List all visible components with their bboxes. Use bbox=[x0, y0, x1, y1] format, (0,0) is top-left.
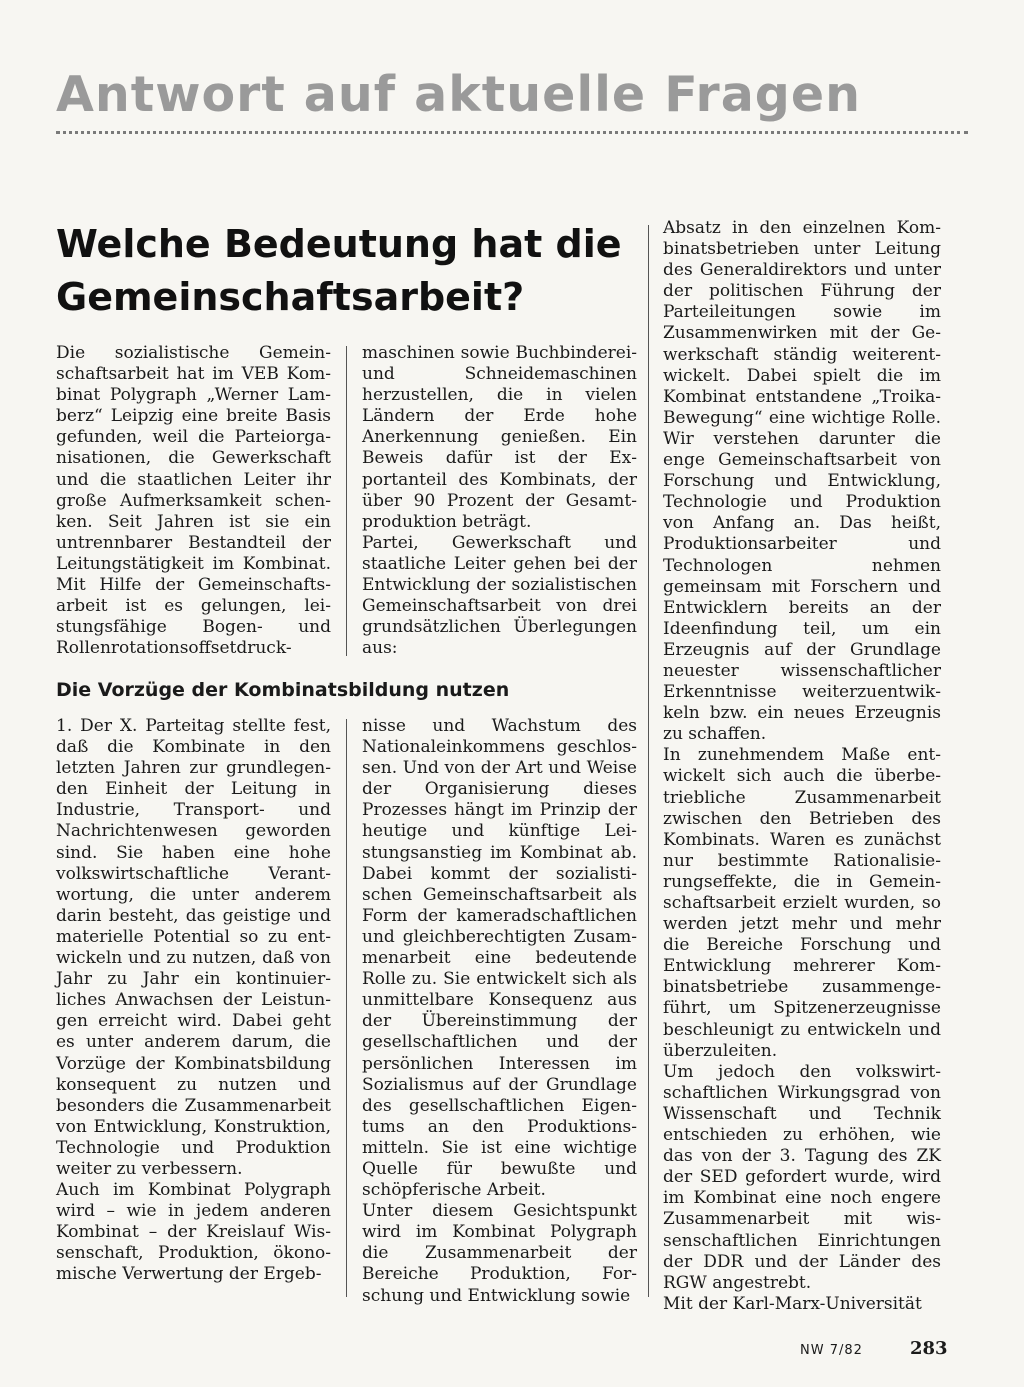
column-divider bbox=[346, 719, 347, 1297]
section-subheading: Die Vorzüge der Kombinatsbildung nutzen bbox=[56, 679, 510, 701]
header-divider bbox=[56, 131, 968, 134]
body-column-2 bbox=[362, 716, 637, 1307]
right-paragraph-2: In zunehmendem Maße entwickelt sich auch die überbetriebliche Zusammenarbeit zwischen den Betrieben des Kombinats. Waren es zunächst nur bestimmte Rationalisierungseffekte, die in Gemeinschaftsarbeit erzielt wurden, so werden jetzt mehr und mehr die Bereiche Forschung und Entwicklung mehrerer Kombinatsbetriebe zusammengeführt, um Spitzenerzeugnisse beschleunigt zu entwickeln und überzuleiten. bbox=[663, 745, 941, 1061]
intro-paragraph-3: Partei, Gewerkschaft und staatliche Leiter gehen bei der Entwicklung der sozialistischen Gemeinschaftsarbeit von drei grundsätzlichen Überlegungen aus: bbox=[362, 532, 637, 659]
page-number: 283 bbox=[910, 1338, 948, 1359]
section-header: Antwort auf aktuelle Fragen bbox=[56, 66, 861, 123]
body-paragraph-3: nisse und Wachstum des Nationaleinkommens geschlossen. Und von der Art und Weise der Organisierung dieses Prozesses hängt im Prinzip der heutige und künftige Leistungsanstieg im Kombinat ab. Dabei kommt der sozialistischen Gemeinschaftsarbeit als Form der kameradschaftlichen und gleichberechtigten Zusammenarbeit eine bedeutende Rolle zu. Sie entwickelt sich als unmittelbare Konsequenz aus der Übereinstimmung der gesellschaftlichen und der persönlichen Interessen im Sozialismus auf der Grundlage des gesellschaftlichen Eigentums an den Produktionsmitteln. Sie ist eine wichtige Quelle für bewußte und schöpferische Arbeit. bbox=[362, 716, 637, 1201]
intro-paragraph-2: maschinen sowie Buchbinderei- und Schneidemaschinen herzustellen, die in vielen Ländern der Erde hohe Anerkennung genießen. Ein Beweis dafür ist der Exportanteil des Kombinats, der über 90 Prozent der Gesamtproduktion beträgt. bbox=[362, 343, 637, 532]
article-headline: Welche Bedeutung hat die Gemeinschaftsarbeit? bbox=[56, 222, 622, 319]
right-paragraph-1: Absatz in den einzelnen Kombinatsbetrieben unter Leitung des Generaldirektors und unter der politischen Führung der Parteileitungen sowie im Zusammenwirken mit der Gewerkschaft ständig weiterentwickelt. Dabei spielt die im Kombinat entstandene „Troika-Bewegung“ eine wichtige Rolle. Wir verstehen darunter die enge Gemeinschaftsarbeit von Forschung und Entwicklung, Technologie und Produktion von Anfang an. Das heißt, Produktionsarbeiter und Technologen nehmen gemeinsam mit Forschern und Entwicklern bereits an der Ideenfindung teil, um ein Erzeugnis auf der Grundlage neuester wissenschaftlicher Erkenntnisse weiterzuentwikkeln bzw. ein neues Erzeugnis zu schaffen. bbox=[663, 218, 941, 745]
intro-column-1 bbox=[56, 343, 331, 659]
body-paragraph-2: Auch im Kombinat Polygraph wird – wie in jedem anderen Kombinat – der Kreislauf Wissenschaft, Produktion, ökonomische Verwertung der Ergeb- bbox=[56, 1180, 331, 1285]
issue-label: NW 7/82 bbox=[800, 1343, 863, 1358]
right-paragraph-4: Mit der Karl-Marx-Universität bbox=[663, 1293, 922, 1314]
body-paragraph-4: Unter diesem Gesichtspunkt wird im Kombinat Polygraph die Zusammenarbeit der Bereiche Produktion, Forschung und Entwicklung sowie bbox=[362, 1201, 637, 1306]
intro-column-2 bbox=[362, 343, 637, 659]
right-paragraph-3: Um jedoch den volkswirtschaftlichen Wirkungsgrad von Wissenschaft und Technik entschieden zu erhöhen, wie das von der 3. Tagung des ZK der SED gefordert wurde, wird im Kombinat eine noch engere Zusammenarbeit mit wissenschaftlichen Einrichtungen der DDR und der Länder des RGW angestrebt. bbox=[663, 1061, 941, 1293]
right-column bbox=[663, 218, 941, 1315]
column-divider bbox=[648, 225, 649, 1297]
body-paragraph-1: 1. Der X. Parteitag stellte fest, daß die Kombinate in den letzten Jahren zur grundlegenden Einheit der Leitung in Industrie, Transport- und Nachrichtenwesen geworden sind. Sie haben eine hohe volkswirtschaftliche Verantwortung, die unter anderem darin besteht, das geistige und materielle Potential so zu entwickeln und zu nutzen, daß von Jahr zu Jahr ein kontinuierliches Anwachsen der Leistungen erreicht wird. Dabei geht es unter anderem darum, die Vorzüge der Kombinatsbildung konsequent zu nutzen und besonders die Zusammenarbeit von Entwicklung, Konstruktion, Technologie und Produktion weiter zu verbessern. bbox=[56, 716, 331, 1179]
body-column-1 bbox=[56, 716, 331, 1286]
column-divider bbox=[346, 346, 347, 656]
intro-paragraph-1: Die sozialistische Gemeinschaftsarbeit hat im VEB Kombinat Polygraph „Werner Lamberz“ Leipzig eine breite Basis gefunden, weil die Parteiorganisationen, die Gewerkschaft und die staatlichen Leiter ihr große Aufmerksamkeit schenken. Seit Jahren ist sie ein untrennbarer Bestandteil der Leitungstätigkeit im Kombinat. Mit Hilfe der Gemeinschaftsarbeit ist es gelungen, leistungsfähige Bogen- und Rollenrotationsoffsetdruck- bbox=[56, 343, 331, 659]
